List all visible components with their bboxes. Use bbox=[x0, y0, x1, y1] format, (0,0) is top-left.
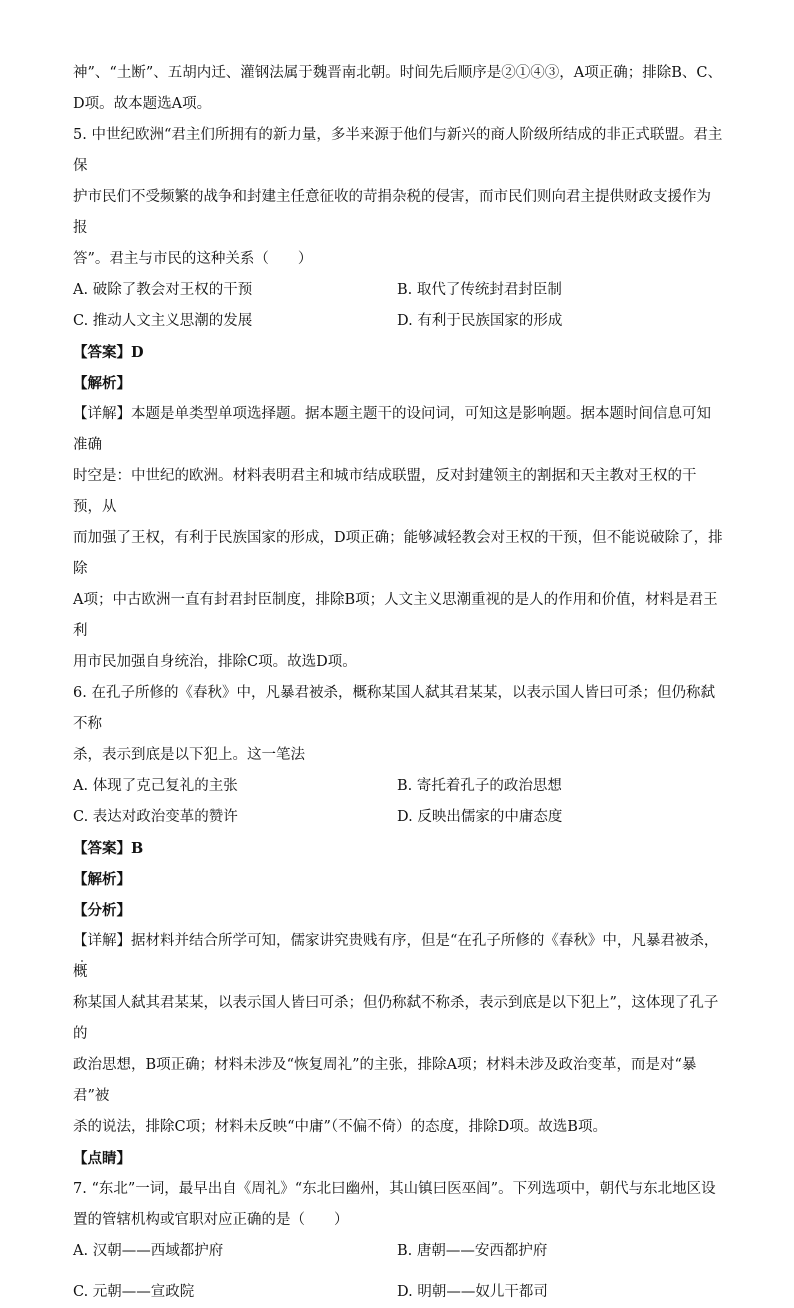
q7-option-c: C. 元朝——宣政院 bbox=[73, 1284, 195, 1300]
q5-option-a: A. 破除了教会对王权的干预 bbox=[73, 282, 253, 298]
q6-detail-line-4: 杀的说法，排除C项；材料未反映“中庸”（不偏不倚）的态度，排除D项。故选B项。 bbox=[73, 1119, 607, 1135]
q6-fenxi-heading: 【分析】 bbox=[73, 902, 131, 919]
q6-detail-line-2: 称某国人弑其君某某，以表示国人皆曰可杀；但仍称弑不称杀，表示到底是以下犯上”，这体现了孔子的 bbox=[73, 995, 719, 1042]
q7-stem-line-1: 7. “东北”一词，最早出自《周礼》“东北曰幽州，其山镇曰医巫闾”。下列选项中，朝代与东北地区设 bbox=[73, 1181, 716, 1197]
q6-stem-line-2: 杀，表示到底是以下犯上。这一笔法 bbox=[73, 747, 305, 763]
q6-options bbox=[73, 771, 723, 833]
q5-answer: 【答案】D bbox=[73, 344, 144, 361]
q5-stem-line-1: 5. 中世纪欧洲“君主们所拥有的新力量，多半来源于他们与新兴的商人阶级所结成的非正式联盟。君主保 bbox=[73, 127, 723, 174]
q7-option-a: A. 汉朝——西域都护府 bbox=[73, 1243, 224, 1259]
q6-option-b: B. 寄托着孔子的政治思想 bbox=[397, 778, 562, 794]
q5-stem-line-2: 护市民们不受频繁的战争和封建主任意征收的苛捐杂税的侵害，而市民们则向君主提供财政支援作为报 bbox=[73, 189, 711, 236]
q6-dianjing-heading: 【点睛】 bbox=[73, 1150, 131, 1167]
q6-stem-line-1: 6. 在孔子所修的《春秋》中，凡暴君被杀，概称某国人弑其君某某，以表示国人皆曰可杀；但仍称弑不称 bbox=[73, 685, 715, 732]
q5-stem-line-3: 答”。君主与市民的这种关系（ ） bbox=[73, 251, 313, 267]
q6-option-a: A. 体现了克己复礼的主张 bbox=[73, 778, 238, 794]
q5-detail-line-3: 而加强了王权，有利于民族国家的形成，D项正确；能够减轻教会对王权的干预，但不能说破除了，排除 bbox=[73, 530, 723, 577]
q5-option-d: D. 有利于民族国家的形成 bbox=[397, 313, 563, 329]
q6-option-d: D. 反映出儒家的中庸态度 bbox=[397, 809, 563, 825]
q5-analysis-heading: 【解析】 bbox=[73, 375, 131, 392]
q7-stem-line-2: 置的管辖机构或官职对应正确的是（ ） bbox=[73, 1212, 349, 1228]
stray-mark bbox=[81, 960, 83, 962]
q7-option-d: D. 明朝——奴儿干都司 bbox=[397, 1284, 548, 1300]
q5-option-b: B. 取代了传统封君封臣制 bbox=[397, 282, 562, 298]
q5-detail-line-1: 【详解】本题是单类型单项选择题。据本题主题干的设问词，可知这是影响题。据本题时间信息可知准确 bbox=[73, 406, 711, 453]
q6-analysis-heading: 【解析】 bbox=[73, 871, 131, 888]
q6-detail-line-1: 【详解】据材料并结合所学可知，儒家讲究贵贱有序，但是“在孔子所修的《春秋》中，凡暴君被杀，概 bbox=[73, 933, 719, 980]
q6-answer: 【答案】B bbox=[73, 840, 144, 857]
q7-option-b: B. 唐朝——安西都护府 bbox=[397, 1243, 548, 1259]
q6-detail-line-3: 政治思想，B项正确；材料未涉及“恢复周礼”的主张，排除A项；材料未涉及政治变革，而是对“暴君”被 bbox=[73, 1057, 697, 1104]
prev-answer-line-2: D项。故本题选A项。 bbox=[73, 96, 212, 112]
q5-options bbox=[73, 275, 723, 337]
q5-option-c: C. 推动人文主义思潮的发展 bbox=[73, 313, 253, 329]
prev-answer-line-1: 神”、“土断”、五胡内迁、灌钢法属于魏晋南北朝。时间先后顺序是②①④③，A项正确；排除B、C、 bbox=[73, 65, 722, 81]
page-content bbox=[73, 58, 723, 1308]
q5-detail-line-2: 时空是：中世纪的欧洲。材料表明君主和城市结成联盟，反对封建领主的割据和天主教对王权的干预，从 bbox=[73, 468, 697, 515]
q5-detail-line-4: A项；中古欧洲一直有封君封臣制度，排除B项；人文主义思潮重视的是人的作用和价值，材料是君王利 bbox=[73, 592, 718, 639]
q7-options bbox=[73, 1236, 723, 1308]
q5-detail-line-5: 用市民加强自身统治，排除C项。故选D项。 bbox=[73, 654, 357, 670]
q6-option-c: C. 表达对政治变革的赞许 bbox=[73, 809, 238, 825]
